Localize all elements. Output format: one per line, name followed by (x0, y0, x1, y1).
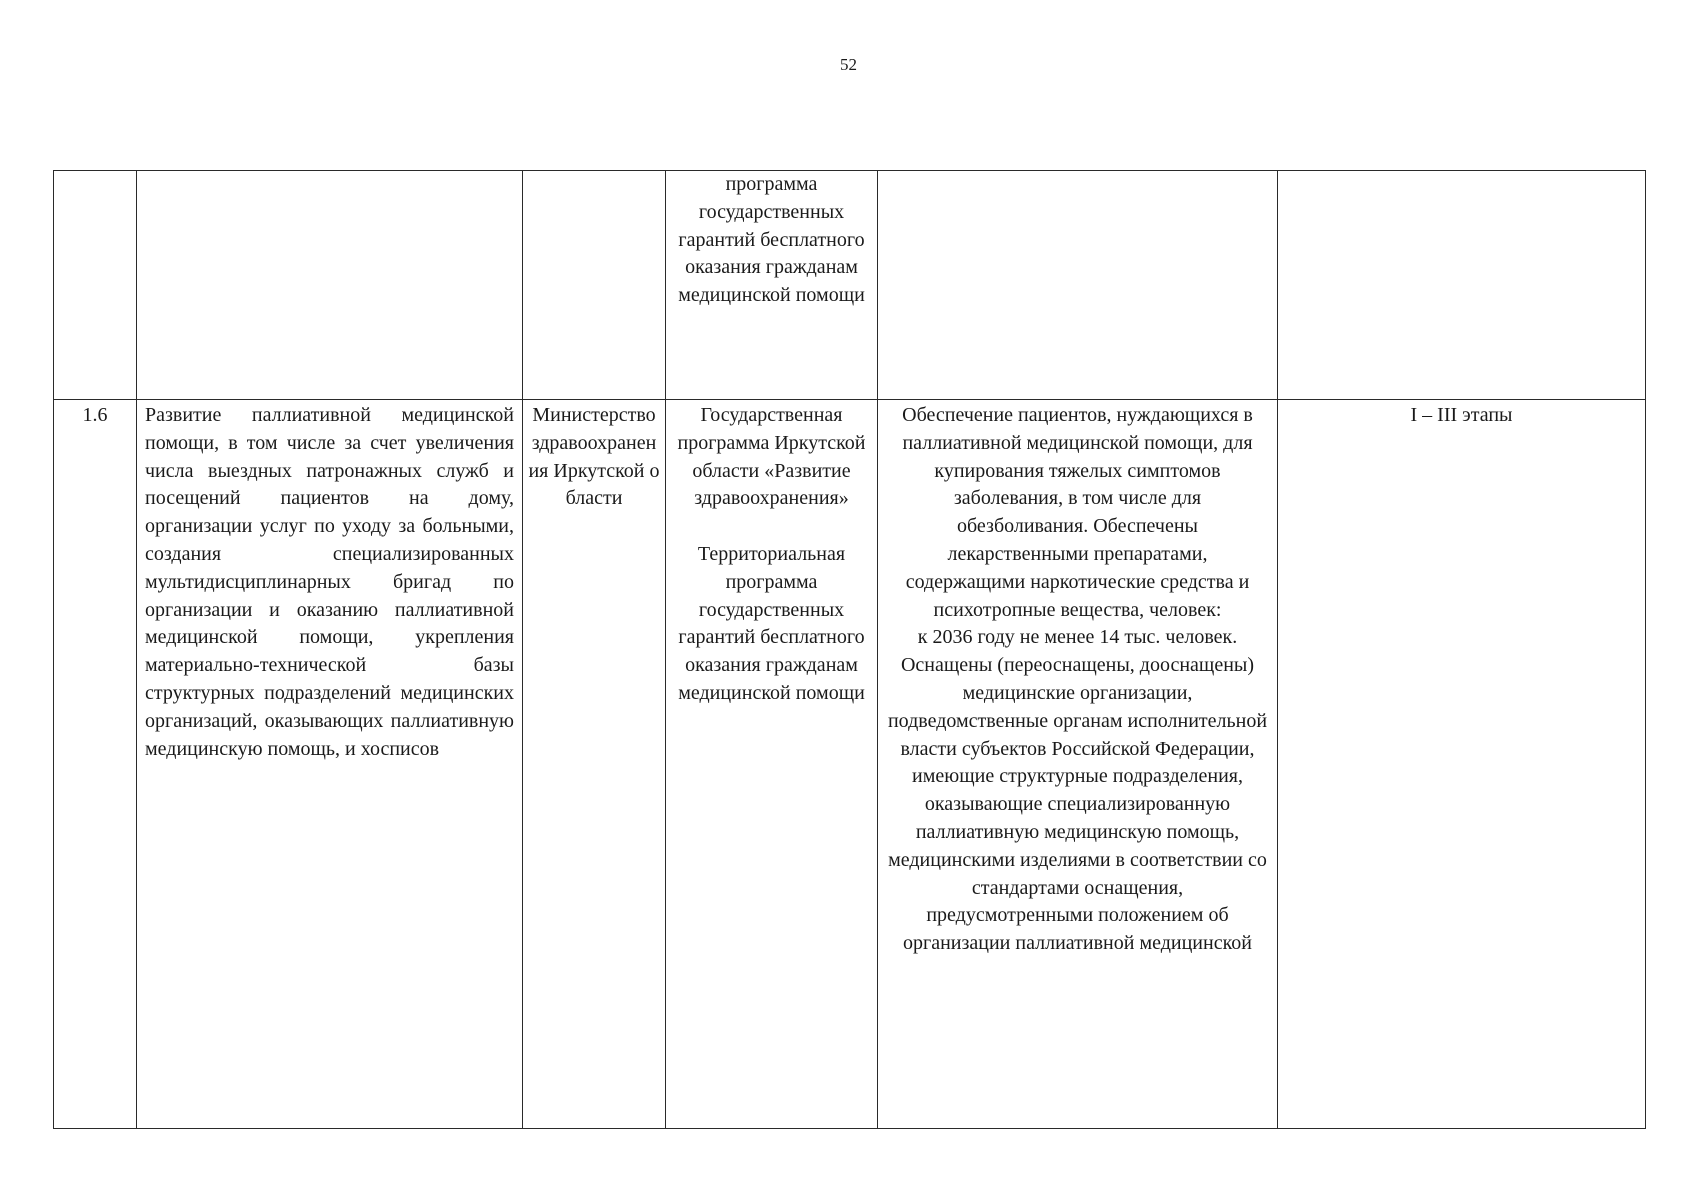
cell-program (666, 400, 878, 1129)
program-state: Государственная программа Иркутской области «Развитие здравоохранения» (677, 404, 866, 510)
program-territorial: Территориальная программа государственных гарантий бесплатного оказания гражданам медицинской помощи (678, 542, 865, 704)
cell-executor: Министерство здравоохранения Иркутской области (523, 400, 666, 1129)
table-row-continued (54, 171, 1646, 400)
result-target: к 2036 году не менее 14 тыс. человек. (917, 626, 1238, 649)
cell-result (878, 171, 1278, 400)
cell-measure-name: Развитие паллиативной медицинской помощи, в том числе за счет увеличения числа выездных патронажных служб и посещений пациентов на дому, организации услуг по уходу за больными, создания специализированных мультидисциплинарных бригад по организации и оказанию паллиативной медицинской помощи, укрепления материально-технической базы структурных подразделений медицинских организаций, оказывающих паллиативную медицинскую помощь, и хосписов (137, 400, 523, 1129)
page-number: 52 (840, 55, 857, 74)
cell-program: программа государственных гарантий бесплатного оказания гражданам медицинской помощи (666, 171, 878, 400)
cell-executor (523, 171, 666, 400)
cell-stage: I – III этапы (1278, 400, 1646, 1129)
table-row (54, 400, 1646, 1129)
cell-measure-name (137, 171, 523, 400)
result-provision: Обеспечение пациентов, нуждающихся в паллиативной медицинской помощи, для купирования тяжелых симптомов заболевания, в том числе для обезболивания. Обеспечены лекарственными препаратами, содержащими наркотические средства и психотропные вещества, человек: (902, 404, 1253, 621)
cell-number (54, 171, 137, 400)
result-equipment: Оснащены (переоснащены, дооснащены) медицинские организации, подведомственные органам исполнительной власти субъектов Российской Федерации, имеющие структурные подразделения, оказывающие специализированную паллиативную медицинскую помощь, медицинскими изделиями в соответствии со стандартами оснащения, предусмотренными положением об организации паллиативной медицинской (887, 654, 1268, 955)
cell-result (878, 400, 1278, 1129)
measures-table (53, 170, 1646, 1129)
cell-number: 1.6 (54, 400, 137, 1129)
paragraph-gap (670, 513, 873, 541)
cell-stage (1278, 171, 1646, 400)
